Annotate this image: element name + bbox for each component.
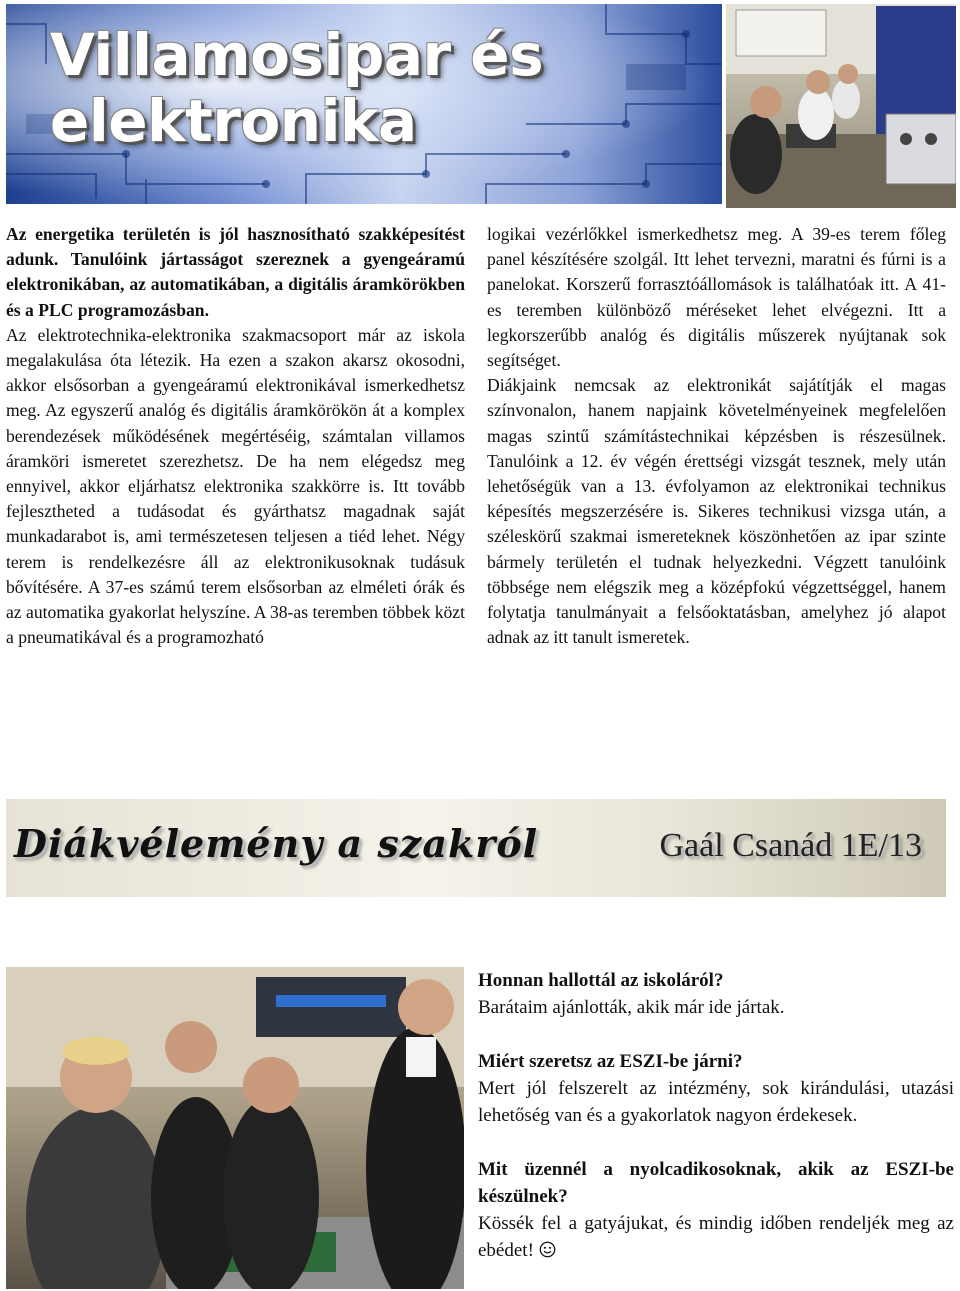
interview-question: Miért szeretsz az ESZI-be járni? [478, 1051, 743, 1072]
interview-question: Honnan hallottál az iskoláról? [478, 970, 724, 991]
article-paragraph: logikai vezérlőkkel ismerkedhetsz meg. A 39-es terem főleg panel készítésére szolgál. Itt lehet tervezni, maratni és fúrni is a panelokat. Korszerű forrasztóállomások is találhatóak itt. A 41-es teremben különböző méréseket lehet elvégezni. Itt a legkorszerűbb analóg és digitális műszerek nyújtanak sok segítséget. [487, 224, 946, 371]
opinion-title: Diákvélemény a szakról [14, 821, 539, 866]
interview-answer: Kössék fel a gatyájukat, és mindig időben rendeljék meg az ebédet! [478, 1213, 954, 1261]
interview-item [478, 1156, 954, 1264]
interview-answer-wrap [478, 1210, 954, 1264]
title-line-2: elektronika [50, 87, 417, 155]
article-right-column [487, 222, 946, 650]
article-paragraph: Az elektrotechnika-elektronika szakmacsoport már az iskola megalakulása óta létezik. Ha ezen a szakon akarsz okosodni, akkor elsősorban a gyengeáramú elektronikával ismerkedhetsz meg. Az egyszerű analóg és digitális áramkörökön át a komplex berendezések működésének megértéséig, számtalan villamos áramköri ismeretet szerezhetsz. De ha nem elégedsz meg ennyivel, akkor eljárhatsz elektronika szakkörre is. Itt tovább fejlesztheted a tudásodat és gyárthatsz magadnak saját munkadarabot is, ami természetesen teljesen a tiéd lehet. Négy terem is rendelkezésre áll az elektronikusoknak tudásuk bővítésére. A 37-es számú terem elsősorban az elméleti órák és az automatika gyakorlat helyszíne. A 38-as teremben többek közt a pneumatikával és a programozható [6, 324, 465, 648]
interview-answer: Mert jól felszerelt az intézmény, sok kirándulási, utazási lehetőség van és a gyakorlatok nagyon érdekesek. [478, 1078, 954, 1126]
smiley-icon [539, 1241, 556, 1258]
opinion-banner [6, 799, 946, 897]
opinion-author: Gaál Csanád 1E/13 [659, 827, 922, 864]
interview-answer: Barátaim ajánlották, akik már ide jártak. [478, 997, 785, 1018]
header-banner [6, 4, 722, 204]
page-title [50, 22, 543, 154]
article-left-column [6, 222, 465, 650]
interview-item [478, 967, 954, 1021]
interview-question: Mit üzennél a nyolcadikosoknak, akik az ESZI-be készülnek? [478, 1159, 954, 1207]
article-paragraph: Diákjaink nemcsak az elektronikát sajátítják el magas színvonalon, hanem napjaink követelményeinek megfelelően magas szintű számítástechnikai képzésben is részesülnek. Tanulóink a 12. év végén érettségi vizsgát tesznek, mely után lehetőségük van a 13. évfolyamon az elektronikai technikus képesítés megszerzésére is. Sikeres technikusi vizsga után, a széleskörű szakmai ismereteknek köszönhetően az ipar szinte bármely területén el tudnak helyezkedni. Végzett tanulóink többsége nem elégszik meg a középfokú végzettséggel, hanem folytatja tanulmányait a felsőoktatásban, amelyhez jó alapot adnak az itt tanult ismeretek. [487, 375, 946, 648]
article-lead-paragraph: Az energetika területén is jól hasznosítható szakképesítést adunk. Tanulóink jártasságot szereznek a gyengeáramú elektronikában, az automatikában, a digitális áramkörökben és a PLC programozásban. [6, 224, 465, 320]
lab-photo-illustration [726, 4, 956, 208]
lab-photo [726, 4, 956, 208]
interview-section [478, 967, 954, 1291]
interview-item [478, 1048, 954, 1129]
students-photo-illustration [6, 967, 464, 1289]
students-photo [6, 967, 464, 1289]
title-line-1: Villamosipar és [50, 21, 544, 89]
